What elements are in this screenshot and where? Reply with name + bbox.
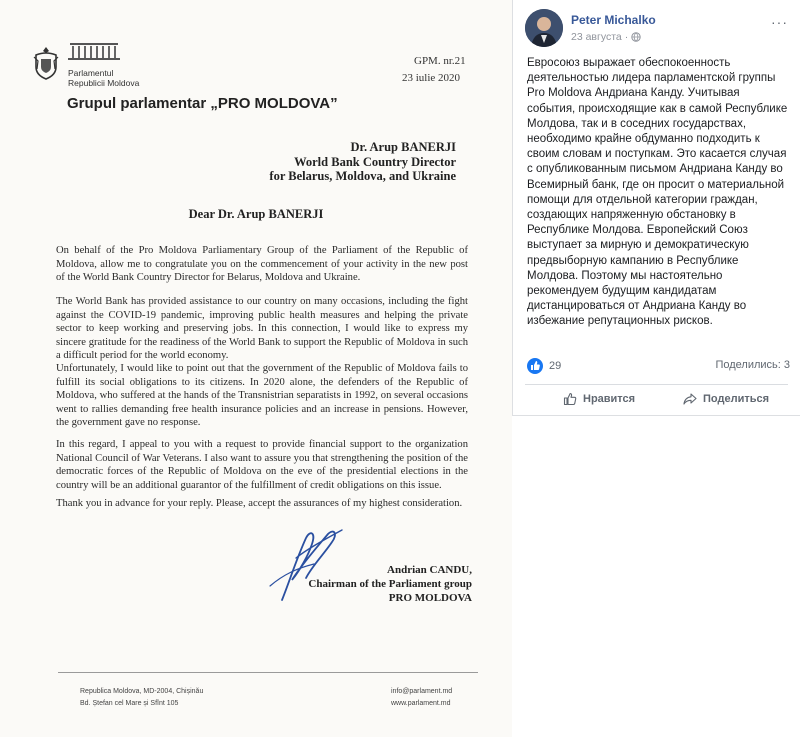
salutation: Dear Dr. Arup BANERJI bbox=[188, 207, 324, 221]
parliament-logo-icon bbox=[68, 40, 120, 68]
footer-divider bbox=[58, 672, 478, 673]
reactions-summary[interactable] bbox=[527, 358, 561, 374]
letter-paragraph: In this regard, I appeal to you with a request to provide financial support to the organization National Council of War Veterans. I also want to assure you that strengthening the position of the democratic forces of the Republic of Moldova on the eve of the presidential elections in the country will be an additional guarantor of the fulfillment of credit obligations on this issue. bbox=[56, 439, 468, 491]
avatar-photo-icon bbox=[525, 9, 563, 47]
letter-paragraph: The World Bank has provided assistance to our country on many occasions, including the fight against the COVID-19 pandemic, improving public health measures and helping the private sector to keep working and preserving jobs. In this connection, I would like to express my sincere gratitude for the readiness of the World Bank to support the Republic of Moldova in such a difficult period for the world economy. bbox=[56, 296, 468, 362]
share-arrow-icon bbox=[683, 392, 697, 406]
post-text: Евросоюз выражает обеспокоенность деятельностью лидера парламентской группы Pro Moldova Андриана Канду. Учитывая события, происходящие как в самой Республике Молдова, так и в соседних государствах, необходимо крайне обдуманно подходить к своим словам и поступкам. Это касается случая с опубликованным письмом Андриана Канду во Всемирный банк, где он просит о материальной помощи для отдельной категории граждан, создающих напряженную обстановку в Республике Молдова. Европейский Союз выступает за мирную и демократическую предвыборную кампанию в Республике Молдова. Поэтому мы настоятельно рекомендуем будущим кандидатам дистанцироваться от Андриана Канду во избежание репутационных рисков. bbox=[527, 57, 788, 328]
thumbs-up-icon bbox=[563, 392, 577, 406]
footer-address: Republica Moldova, MD-2004, Chișinău Bd. Ștefan cel Mare și Sfînt 105 bbox=[80, 688, 204, 707]
author-avatar[interactable] bbox=[525, 9, 563, 47]
author-name[interactable]: Peter Michalko bbox=[571, 13, 656, 27]
group-title: Grupul parlamentar „PRO MOLDOVA” bbox=[67, 95, 338, 112]
shares-count[interactable]: Поделились: 3 bbox=[715, 359, 790, 371]
signatory-name: Andrian CANDU, bbox=[387, 564, 472, 576]
globe-icon bbox=[631, 32, 641, 42]
letter-paragraph: On behalf of the Pro Moldova Parliamentary Group of the Parliament of the Republic of Moldova, allow me to congratulate you on the commencement of your activity in the new post of the World Bank Country Director for Belarus, Moldova and Ukraine. bbox=[56, 245, 468, 284]
recipient-region: for Belarus, Moldova, and Ukraine bbox=[269, 169, 456, 183]
recipient-name: Dr. Arup BANERJI bbox=[350, 140, 456, 154]
reactions-count: 29 bbox=[549, 360, 562, 372]
letter-reference: GPM. nr.21 bbox=[414, 55, 466, 67]
footer-website: www.parlament.md bbox=[391, 700, 451, 707]
share-button[interactable] bbox=[683, 392, 769, 406]
moldova-crest-icon bbox=[33, 45, 59, 81]
signatory-block bbox=[308, 563, 472, 605]
parliament-name: Parlamentul Republicii Moldova bbox=[68, 68, 140, 88]
signatory-group: PRO MOLDOVA bbox=[388, 592, 472, 604]
like-button[interactable] bbox=[563, 392, 635, 406]
more-options-icon[interactable]: ··· bbox=[771, 14, 788, 30]
recipient-block bbox=[269, 140, 456, 184]
facebook-post bbox=[512, 0, 800, 416]
post-date[interactable]: 23 августа bbox=[571, 31, 622, 43]
meta-separator: · bbox=[624, 31, 629, 43]
recipient-title: World Bank Country Director bbox=[294, 154, 456, 169]
actions-divider bbox=[525, 384, 788, 385]
footer-contacts bbox=[391, 686, 452, 710]
like-label: Нравится bbox=[583, 393, 636, 405]
signatory-title: Chairman of the Parliament group bbox=[308, 578, 472, 590]
share-label: Поделиться bbox=[703, 393, 770, 405]
footer-email: info@parlament.md bbox=[391, 688, 453, 695]
post-meta bbox=[571, 31, 641, 43]
letter-paragraph: Thank you in advance for your reply. Please, accept the assurances of my highest consideration. bbox=[56, 498, 463, 509]
letter-paragraph: Unfortunately, I would like to point out that the government of the Republic of Moldova fails to fulfill its social obligations to its citizens. In 2020 alone, the defenders of the Republic of Moldova, who suffered at the hands of the Transnistrian separatists in 1992, on several occasions went to rallies demanding free health insurance policies and an increase in pensions. However, the government gave no response. bbox=[56, 363, 468, 429]
like-reaction-icon bbox=[527, 358, 543, 374]
letter-date: 23 iulie 2020 bbox=[402, 72, 461, 84]
